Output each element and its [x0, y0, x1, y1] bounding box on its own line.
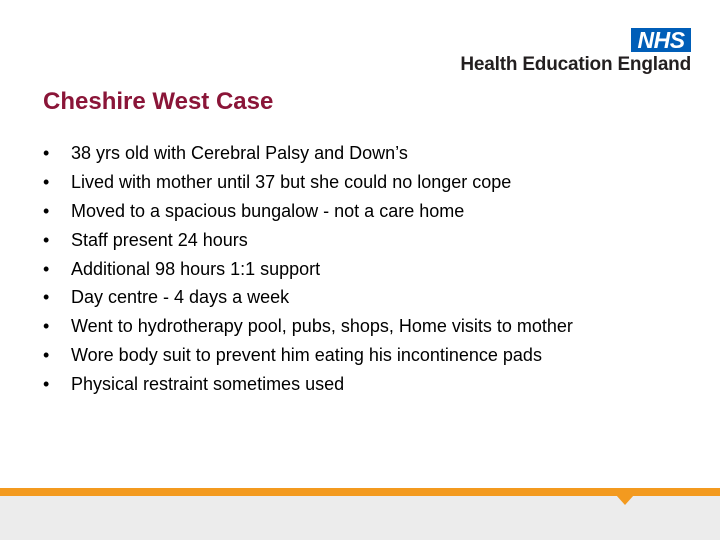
- bullet-icon: •: [43, 374, 50, 395]
- slide-title: Cheshire West Case: [43, 88, 274, 115]
- bullet-icon: •: [43, 258, 50, 279]
- bullet-text: Day centre - 4 days a week: [71, 287, 290, 308]
- bullet-text: Wore body suit to prevent him eating his incontinence pads: [71, 345, 542, 366]
- bullet-text: Moved to a spacious bungalow - not a care home: [71, 200, 465, 221]
- bullet-icon: •: [43, 316, 50, 337]
- bullet-item: [43, 197, 573, 226]
- bullet-text: Physical restraint sometimes used: [71, 374, 345, 395]
- nhs-logo: NHS: [631, 28, 691, 52]
- bullet-item: [43, 168, 573, 197]
- bullet-text: Additional 98 hours 1:1 support: [71, 258, 321, 279]
- bullet-list: [43, 139, 573, 399]
- footer-band: [0, 488, 720, 496]
- bullet-icon: •: [43, 171, 50, 192]
- bullet-item: [43, 312, 573, 341]
- bullet-item: [43, 370, 573, 399]
- bullet-item: [43, 139, 573, 168]
- footer-area: [0, 496, 720, 540]
- bullet-item: [43, 255, 573, 284]
- bullet-item: [43, 283, 573, 312]
- bullet-icon: •: [43, 229, 50, 250]
- organisation-name: Health Education England: [460, 54, 691, 75]
- bullet-text: Staff present 24 hours: [71, 229, 248, 250]
- bullet-icon: •: [43, 200, 50, 221]
- bullet-icon: •: [43, 143, 50, 163]
- bullet-text: Went to hydrotherapy pool, pubs, shops, Home visits to mother: [71, 316, 573, 337]
- bullet-item: [43, 226, 573, 255]
- footer-notch-icon: [616, 495, 634, 505]
- bullet-item: [43, 341, 573, 370]
- bullet-icon: •: [43, 345, 50, 366]
- bullet-text: 38 yrs old with Cerebral Palsy and Down’s: [71, 143, 408, 163]
- bullet-text: Lived with mother until 37 but she could no longer cope: [71, 171, 512, 192]
- bullet-icon: •: [43, 287, 50, 308]
